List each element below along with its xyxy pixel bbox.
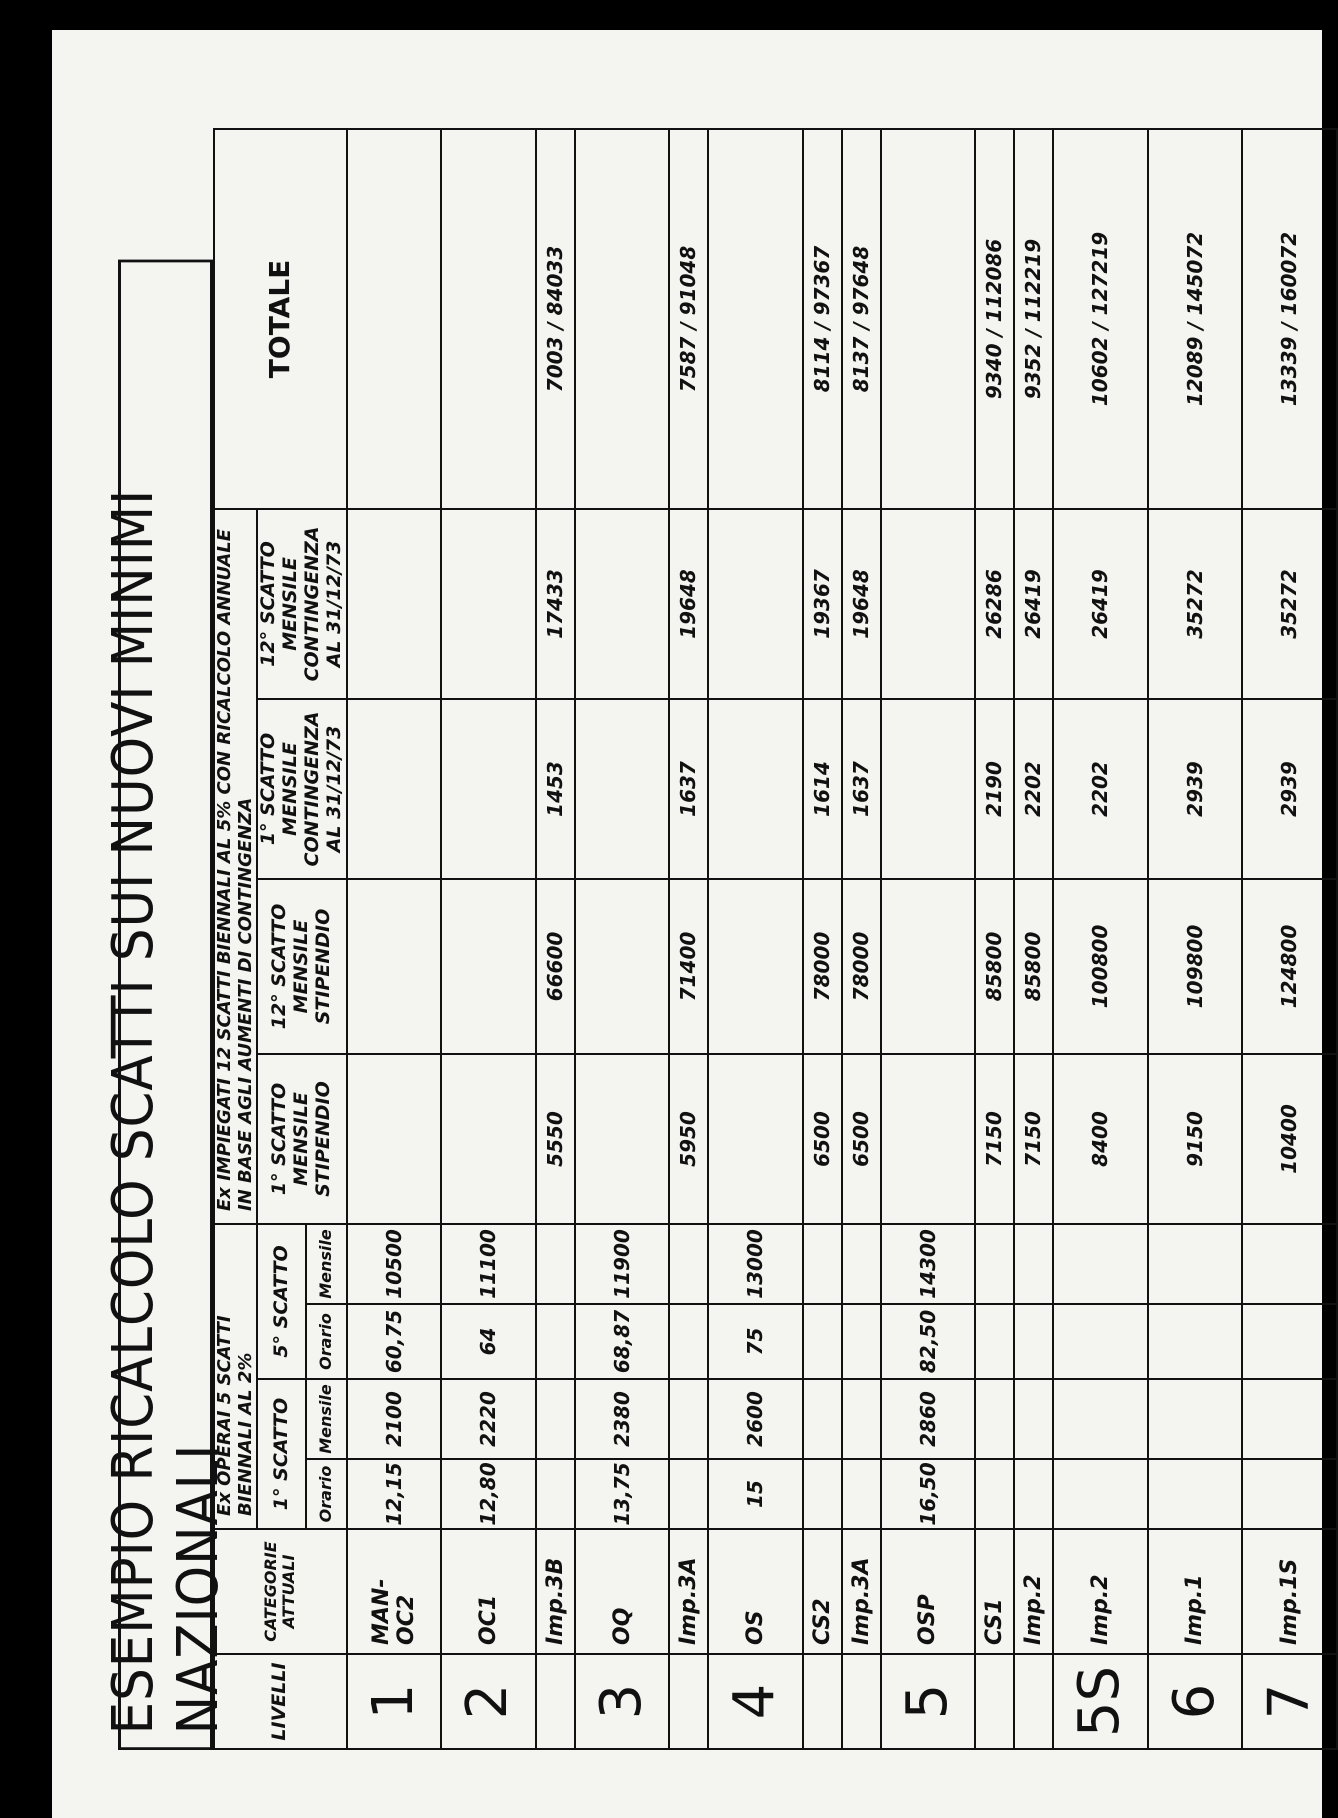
cell-o5m: 10500: [347, 1224, 442, 1304]
cell-i1s: 6500: [803, 1054, 842, 1224]
cell-lvl: 5S: [1053, 1654, 1148, 1749]
document-title: ESEMPIO RICALCOLO SCATTI SUI NUOVI MINIMI NAZIONALI: [118, 260, 213, 1750]
cell-cat: OQ: [575, 1529, 670, 1654]
cell-i1c: 1637: [669, 699, 708, 879]
table-row: [1148, 129, 1243, 1749]
cell-tot: 7003 / 84033: [536, 129, 575, 509]
cell-i1s: 9150: [1148, 1054, 1243, 1224]
table-row: [975, 129, 1014, 1749]
cell-lvl: [803, 1654, 842, 1749]
cell-o5o: [1242, 1304, 1337, 1379]
cell-o5o: [669, 1304, 708, 1379]
cell-i1c: [347, 699, 442, 879]
cell-i1c: 2202: [1053, 699, 1148, 879]
header-imp-12-cont: 12° SCATTO MENSILE CONTINGENZA AL 31/12/73: [257, 509, 346, 699]
header-mensile-5: Mensile: [306, 1224, 347, 1304]
cell-i12s: 124800: [1242, 879, 1337, 1054]
cell-lvl: [842, 1654, 881, 1749]
cell-i12c: [708, 509, 803, 699]
header-impiegati-group: Ex IMPIEGATI 12 SCATTI BIENNALI AL 5% CON RICALCOLO ANNUALE IN BASE AGLI AUMENTI DI CONTINGENZA: [214, 509, 257, 1224]
header-imp-12-stip: 12° SCATTO MENSILE STIPENDIO: [257, 879, 346, 1054]
cell-lvl: [1014, 1654, 1053, 1749]
table-row: [803, 129, 842, 1749]
cell-i1s: [575, 1054, 670, 1224]
cell-o1o: [536, 1459, 575, 1529]
cell-i12s: 85800: [975, 879, 1014, 1054]
cell-lvl: 1: [347, 1654, 442, 1749]
cell-cat: CS1: [975, 1529, 1014, 1654]
cell-lvl: [669, 1654, 708, 1749]
cell-i12c: 26419: [1053, 509, 1148, 699]
cell-lvl: [975, 1654, 1014, 1749]
header-orario-1: Orario: [306, 1459, 347, 1529]
table-row: [575, 129, 670, 1749]
header-scatto1: 1° SCATTO: [257, 1379, 305, 1529]
header-livelli: LIVELLI: [214, 1654, 347, 1749]
cell-i12c: 26286: [975, 509, 1014, 699]
cell-i1c: 2939: [1242, 699, 1337, 879]
cell-o1m: 2380: [575, 1379, 670, 1459]
cell-lvl: 4: [708, 1654, 803, 1749]
cell-cat: CS2: [803, 1529, 842, 1654]
cell-o5m: [669, 1224, 708, 1304]
cell-o1o: 15: [708, 1459, 803, 1529]
cell-i1c: 1637: [842, 699, 881, 879]
cell-i12c: 35272: [1148, 509, 1243, 699]
cell-cat: OS: [708, 1529, 803, 1654]
cell-o1m: 2600: [708, 1379, 803, 1459]
cell-i12s: [708, 879, 803, 1054]
cell-o1o: 12,80: [441, 1459, 536, 1529]
cell-i1s: 6500: [842, 1054, 881, 1224]
cell-i1s: 5950: [669, 1054, 708, 1224]
cell-i1s: 7150: [1014, 1054, 1053, 1224]
cell-tot: 7587 / 91048: [669, 129, 708, 509]
cell-tot: 8114 / 97367: [803, 129, 842, 509]
cell-i12s: [881, 879, 976, 1054]
cell-o5o: [1014, 1304, 1053, 1379]
cell-i12s: 85800: [1014, 879, 1053, 1054]
rotated-sheet: [100, 130, 1322, 1750]
cell-i12c: [881, 509, 976, 699]
table-row: [1014, 129, 1053, 1749]
cell-o5m: 13000: [708, 1224, 803, 1304]
header-imp-1-stip: 1° SCATTO MENSILE STIPENDIO: [257, 1054, 346, 1224]
cell-o5m: [975, 1224, 1014, 1304]
cell-lvl: 3: [575, 1654, 670, 1749]
cell-cat: MAN-OC2: [347, 1529, 442, 1654]
cell-i12c: 19367: [803, 509, 842, 699]
cell-i12c: [441, 509, 536, 699]
cell-tot: 12089 / 145072: [1148, 129, 1243, 509]
cell-cat: Imp.2: [1053, 1529, 1148, 1654]
cell-lvl: 7: [1242, 1654, 1337, 1749]
cell-i12s: 71400: [669, 879, 708, 1054]
cell-o5m: [1148, 1224, 1243, 1304]
cell-i1s: [708, 1054, 803, 1224]
cell-i12c: [575, 509, 670, 699]
table-row: [347, 129, 442, 1749]
cell-i1s: 10400: [1242, 1054, 1337, 1224]
cell-i12c: 26419: [1014, 509, 1053, 699]
cell-i1c: 1453: [536, 699, 575, 879]
cell-i1c: 1614: [803, 699, 842, 879]
table-row: [842, 129, 881, 1749]
cell-o5m: 11100: [441, 1224, 536, 1304]
cell-o1o: [1014, 1459, 1053, 1529]
cell-o1o: [1148, 1459, 1243, 1529]
header-scatto5: 5° SCATTO: [257, 1224, 305, 1379]
cell-o1m: [1148, 1379, 1243, 1459]
cell-i1c: [575, 699, 670, 879]
cell-o1m: [1053, 1379, 1148, 1459]
cell-o5o: 64: [441, 1304, 536, 1379]
cell-i1s: [347, 1054, 442, 1224]
cell-i12s: [441, 879, 536, 1054]
header-operai-group: Ex OPERAI 5 SCATTI BIENNALI AL 2%: [214, 1224, 257, 1529]
cell-tot: [575, 129, 670, 509]
cell-tot: [881, 129, 976, 509]
cell-o5o: [803, 1304, 842, 1379]
cell-lvl: 6: [1148, 1654, 1243, 1749]
cell-o5o: 68,87: [575, 1304, 670, 1379]
table-row: [881, 129, 976, 1749]
cell-o5m: [1242, 1224, 1337, 1304]
cell-o5o: [1053, 1304, 1148, 1379]
cell-o5o: [975, 1304, 1014, 1379]
cell-cat: OSP: [881, 1529, 976, 1654]
cell-o1o: [1053, 1459, 1148, 1529]
cell-o1o: 13,75: [575, 1459, 670, 1529]
cell-i12s: 100800: [1053, 879, 1148, 1054]
cell-i12c: 35272: [1242, 509, 1337, 699]
cell-o1o: [842, 1459, 881, 1529]
cell-i12c: 19648: [669, 509, 708, 699]
header-mensile-1: Mensile: [306, 1379, 347, 1459]
cell-i1s: 8400: [1053, 1054, 1148, 1224]
cell-tot: [441, 129, 536, 509]
cell-tot: 9352 / 112219: [1014, 129, 1053, 509]
cell-o5m: [1014, 1224, 1053, 1304]
cell-o5o: [1148, 1304, 1243, 1379]
cell-i12s: 78000: [842, 879, 881, 1054]
cell-tot: [347, 129, 442, 509]
cell-o1o: 16,50: [881, 1459, 976, 1529]
cell-cat: Imp.1S: [1242, 1529, 1337, 1654]
cell-i1s: [881, 1054, 976, 1224]
cell-o1m: 2220: [441, 1379, 536, 1459]
scatti-table: [213, 128, 1338, 1750]
cell-o1m: [842, 1379, 881, 1459]
cell-o1o: 12,15: [347, 1459, 442, 1529]
cell-cat: Imp.1: [1148, 1529, 1243, 1654]
cell-i1c: [441, 699, 536, 879]
cell-i1c: [881, 699, 976, 879]
cell-cat: Imp.3B: [536, 1529, 575, 1654]
cell-i1s: 7150: [975, 1054, 1014, 1224]
cell-o1m: [669, 1379, 708, 1459]
table-row: [708, 129, 803, 1749]
cell-o5o: 82,50: [881, 1304, 976, 1379]
cell-o5m: [803, 1224, 842, 1304]
cell-o5o: 60,75: [347, 1304, 442, 1379]
cell-lvl: [536, 1654, 575, 1749]
cell-o1o: [975, 1459, 1014, 1529]
cell-i12s: 109800: [1148, 879, 1243, 1054]
table-row: [669, 129, 708, 1749]
cell-tot: 9340 / 112086: [975, 129, 1014, 509]
cell-i1c: 2202: [1014, 699, 1053, 879]
table-row: [441, 129, 536, 1749]
header-imp-1-cont: 1° SCATTO MENSILE CONTINGENZA AL 31/12/73: [257, 699, 346, 879]
cell-o5o: [842, 1304, 881, 1379]
cell-i1s: 5550: [536, 1054, 575, 1224]
cell-i12s: 66600: [536, 879, 575, 1054]
table-row: [1242, 129, 1337, 1749]
header-orario-5: Orario: [306, 1304, 347, 1379]
cell-lvl: 5: [881, 1654, 976, 1749]
cell-o5m: [536, 1224, 575, 1304]
cell-o1m: [975, 1379, 1014, 1459]
cell-o1m: [803, 1379, 842, 1459]
cell-o1m: [1242, 1379, 1337, 1459]
cell-o1o: [1242, 1459, 1337, 1529]
cell-o5o: 75: [708, 1304, 803, 1379]
table-row: [1053, 129, 1148, 1749]
cell-tot: 13339 / 160072: [1242, 129, 1337, 509]
cell-tot: 8137 / 97648: [842, 129, 881, 509]
cell-tot: 10602 / 127219: [1053, 129, 1148, 509]
cell-o5m: 14300: [881, 1224, 976, 1304]
cell-o1m: 2100: [347, 1379, 442, 1459]
cell-i12s: [575, 879, 670, 1054]
cell-lvl: 2: [441, 1654, 536, 1749]
header-categorie: CATEGORIE ATTUALI: [214, 1529, 347, 1654]
cell-i1c: 2939: [1148, 699, 1243, 879]
cell-i12s: 78000: [803, 879, 842, 1054]
cell-i12s: [347, 879, 442, 1054]
cell-i1c: 2190: [975, 699, 1014, 879]
cell-o1m: [1014, 1379, 1053, 1459]
cell-cat: Imp.3A: [842, 1529, 881, 1654]
table-row: [536, 129, 575, 1749]
cell-i1s: [441, 1054, 536, 1224]
cell-i12c: 19648: [842, 509, 881, 699]
header-totale: TOTALE: [214, 129, 347, 509]
cell-o5m: [842, 1224, 881, 1304]
cell-i1c: [708, 699, 803, 879]
cell-tot: [708, 129, 803, 509]
cell-o5o: [536, 1304, 575, 1379]
cell-o1o: [803, 1459, 842, 1529]
cell-o1m: [536, 1379, 575, 1459]
cell-cat: Imp.2: [1014, 1529, 1053, 1654]
cell-cat: Imp.3A: [669, 1529, 708, 1654]
cell-i12c: 17433: [536, 509, 575, 699]
cell-o1o: [669, 1459, 708, 1529]
cell-o1m: 2860: [881, 1379, 976, 1459]
cell-i12c: [347, 509, 442, 699]
cell-o5m: 11900: [575, 1224, 670, 1304]
cell-o5m: [1053, 1224, 1148, 1304]
cell-cat: OC1: [441, 1529, 536, 1654]
